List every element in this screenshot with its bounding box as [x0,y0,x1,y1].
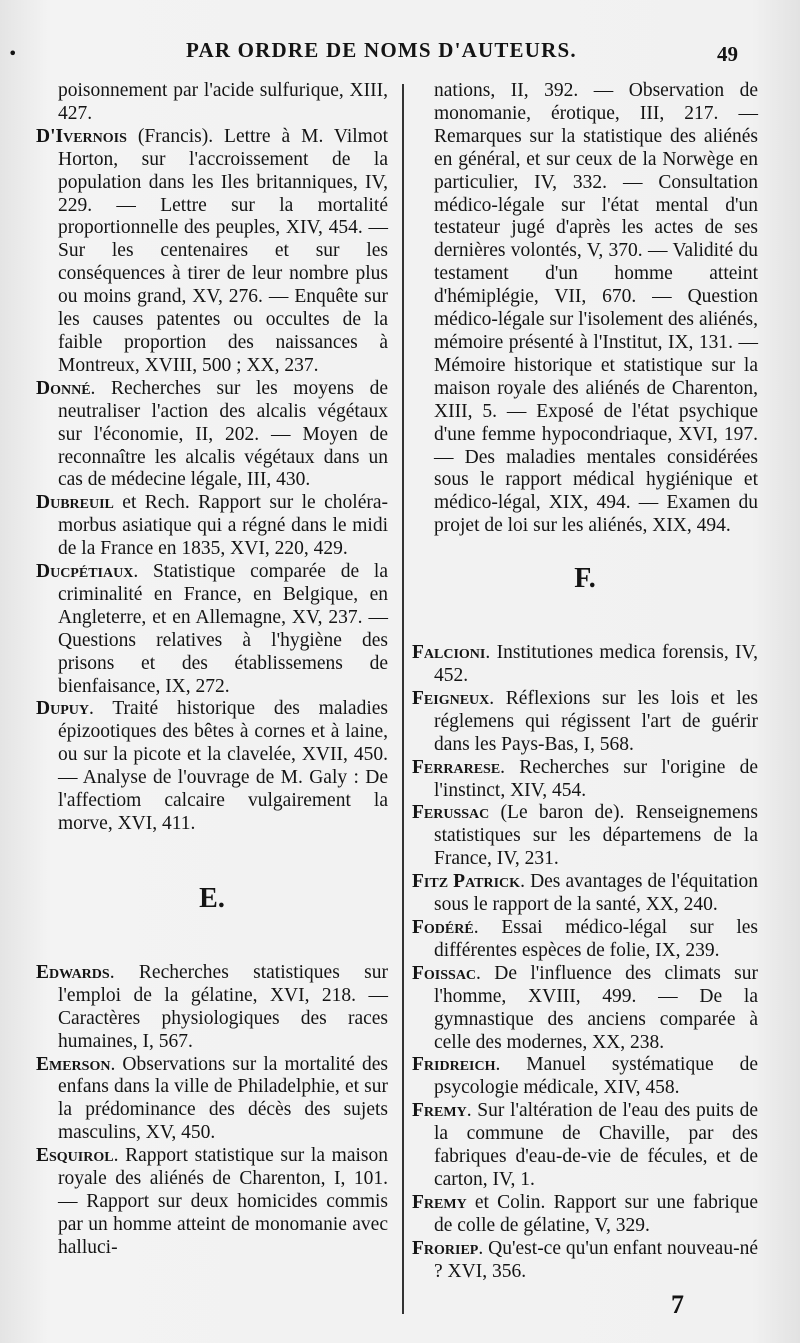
entry-text: . Réflexions sur les lois et les réglemens qui régissent l'art de guérir dans les Pays-Bas, I, 568. [434,687,758,755]
entry-text: . Qu'est-ce qu'un enfant nouveau-né ? XVI, 356. [434,1237,758,1282]
entry-author: Fitz Patrick [412,871,521,893]
section-letter-e: E. [199,882,225,914]
entry-text: . Sur l'altération de l'eau des puits de la commune de Chaville, par des fabriques d'eau-de-vie de fécules, et de carton, IV, 1. [434,1100,758,1190]
entry-author: Fremy [412,1100,467,1122]
left-entries-after [36,962,388,1260]
entry-text: . Recherches sur l'origine de l'instinct, XIV, 454. [434,756,758,801]
entry-text: . Traité historique des maladies épizootiques des bêtes à cornes et à laine, ou sur la picote et la clavelée, XVII, 450. — Analyse de l'ouvrage de M. Galy : De l'affectiom calcaire vulgairement la morve, XVI, 411. [58,698,388,834]
entry-text: . Recherches sur les moyens de neutraliser l'action des alcalis végétaux sur l'économie, II, 202. — Moyen de reconnaître les alcalis végétaux dans un cas de médecine légale, III, 430. [58,377,388,491]
entry-text: . Des avantages de l'équitation sous le rapport de la santé, XX, 240. [434,871,758,916]
section-letter-f: F. [574,563,596,595]
index-entry [36,1145,388,1260]
entry-text: (Francis). Lettre à M. Vilmot Horton, sur l'accroissement de la population dans les Iles britanniques, IV, 229. — Lettre sur la mortalité proportionnelle des peuples, XIV, 454. — Sur les centenaires et sur les conséquences à tirer de leur nombre plus ou moins grand, XV, 276. — Enquête sur les causes patentes ou occultes de la faible proportion des naissances à Montreux, XVIII, 500 ; XX, 237. [58,125,388,376]
index-entry [412,917,758,963]
index-entry [36,962,388,1054]
index-entry [412,688,758,757]
index-entry [412,757,758,803]
entry-author: Fridreich [412,1054,496,1076]
entry-text: . De l'influence des climats sur l'homme, XVIII, 499. — De la gymnastique des anciens comparée à celle des modernes, XX, 238. [434,962,758,1053]
entry-text: nations, II, 392. — Observation de monomanie, érotique, III, 217. — Remarques sur la statistique des aliénés en général, et sur ceux de la Norwège en particulier, IV, 332. — Consultation médico-légale sur l'état mental d'un testateur jugé d'après les actes de ses dernières volontés, V, 370. — Validité du testament d'un homme atteint d'hémiplégie, VII, 670. — Question médico-légale sur l'isolement des aliénés, mémoire présenté à l'Institut, IX, 131. — Mémoire historique et statistique sur la maison royale des aliénés de Charenton, XIII, 5. — Exposé de l'état psychique d'une femme hypocondriaque, XVI, 197. — Des maladies mentales considérées sous le rapport médical hygiénique et médico-légal, XIX, 494. — Examen du projet de loi sur les aliénés, XIX, 494. [434,80,758,537]
entry-author: Dubreuil [36,492,114,514]
entry-author: Fodéré [412,917,474,938]
entry-author: Feigneux [412,687,490,709]
index-entry [412,80,758,538]
entry-author: Ferussac [412,802,490,824]
index-entry [412,871,758,917]
entry-text: . Rapport statistique sur la maison royale des aliénés de Charenton, I, 101. — Rapport sur deux homicides commis par un homme atteint de monomanie avec halluci- [58,1145,388,1258]
entry-author: Donné [36,377,91,399]
index-entry [412,802,758,871]
entry-author: Froriep [412,1237,479,1259]
index-entry [36,378,388,493]
index-entry [36,126,388,378]
signature-mark: 7 [671,1290,684,1319]
entry-text: et Rech. Rapport sur le choléra-morbus asiatique qui a régné dans le midi de la France en 1835, XVI, 220, 429. [58,492,388,560]
entry-author: Dupuy [36,698,89,720]
entry-text: . Recherches statistiques sur l'emploi de la gélatine, XVI, 218. — Caractères physiologiques des races humaines, I, 567. [58,961,388,1052]
entry-author: D'Ivernois [36,125,127,147]
entry-text: et Colin. Rapport sur une fabrique de colle de gélatine, V, 329. [434,1191,758,1236]
left-entries [36,80,388,836]
entry-author: Edwards [36,961,110,983]
index-entry [412,1054,758,1100]
entry-text: . Institutiones medica forensis, IV, 452. [434,642,758,687]
index-entry [412,963,758,1055]
index-entry [36,492,388,561]
index-entry [36,80,388,126]
left-column [36,80,388,1260]
entry-author: Esquirol [36,1145,114,1167]
entry-author: Ferrarese [412,756,501,778]
entry-author: Emerson [36,1053,111,1075]
index-entry [412,642,758,688]
entry-text: . Manuel systématique de psycologie médicale, XIV, 458. [434,1054,758,1099]
entry-text: poisonnement par l'acide sulfurique, XIII, 427. [58,80,388,124]
entry-text: . Observations sur la mortalité des enfans dans la ville de Philadelphie, et sur la prédominance des décès des sujets masculins, XV, 450. [58,1053,388,1144]
entry-author: Foissac [412,962,477,984]
entry-text: . Essai médico-légal sur les différentes espèces de folie, IX, 239. [434,917,758,961]
index-entry [36,1054,388,1146]
index-entry [36,561,388,698]
index-entry [412,1238,758,1284]
entry-author: Fremy [412,1191,467,1213]
index-entry [412,1100,758,1192]
index-entry [412,1192,758,1238]
right-column [412,80,758,1284]
right-entries-after [412,642,758,1283]
right-entries [412,80,758,538]
header-title: PAR ORDRE DE NOMS D'AUTEURS. [186,38,577,62]
entry-author: Falcioni [412,642,486,664]
entry-text: (Le baron de). Renseignemens statistiques sur les départemens de la France, IV, 231. [434,802,758,870]
page-number: 49 [717,42,738,66]
entry-author: Ducpétiaux [36,561,134,583]
entry-text: . Statistique comparée de la criminalité en France, en Belgique, en Angleterre, et en Allemagne, XV, 237. — Questions relatives à l'hygiène des prisons et des établissemens de bienfaisance, IX, 272. [58,561,388,697]
margin-dot: • [8,44,18,63]
column-divider [402,84,404,1314]
index-entry [36,698,388,835]
running-header [0,38,800,68]
